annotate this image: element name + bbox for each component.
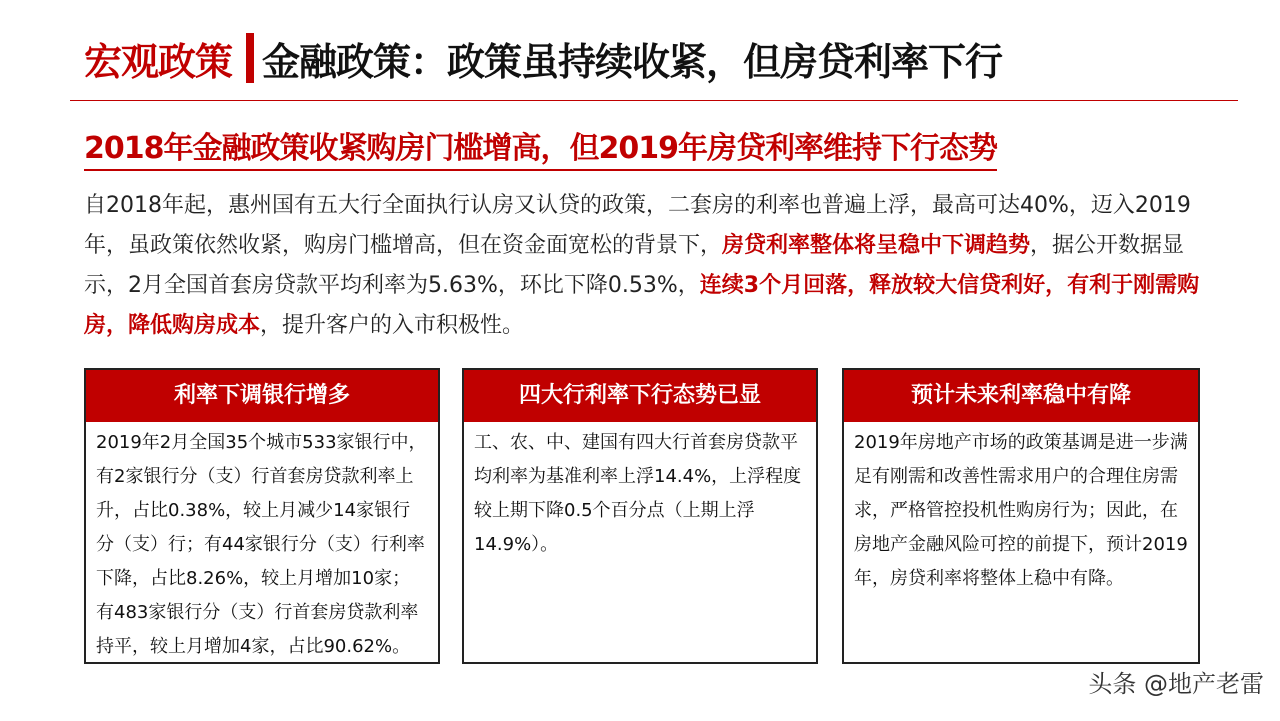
card-body: 工、农、中、建国有四大行首套房贷款平均利率为基准利率上浮14.4%，上浮程度较上期下降0.5个百分点（上期上浮14.9%）。	[474, 432, 802, 555]
card-title: 利率下调银行增多	[86, 370, 438, 422]
intro-text-2: ，据公开数据显示，2月全国首套房贷款平均利率为5.63%，环比下降0.53%，	[84, 233, 1185, 298]
card-body: 2019年2月全国35个城市533家银行中，有2家银行分（支）行首套房贷款利率上升，占比0.38%，较上月减少14家银行分（支）行；有44家银行分（支）行利率下降，占比8.26%，较上月增加10家；有483家银行分（支）行首套房贷款利率持平，较上月增加4家，占比90.62%。	[96, 432, 427, 657]
card-big-four-banks	[462, 368, 818, 664]
intro-highlight-1: 房贷利率整体将呈稳中下调趋势	[722, 233, 1031, 258]
intro-highlight-2: 连续3个月回落，释放较大信贷利好，有利于刚需购房，降低购房成本	[84, 273, 1200, 338]
card-rate-forecast	[842, 368, 1200, 664]
section-tag: 宏观政策	[84, 39, 233, 84]
card-title: 四大行利率下行态势已显	[464, 370, 816, 422]
intro-paragraph	[84, 186, 1224, 346]
intro-text-3: ，提升客户的入市积极性。	[260, 313, 525, 338]
subheading: 2018年金融政策收紧购房门槛增高，但2019年房贷利率维持下行态势	[84, 130, 997, 171]
title-divider-bar	[246, 33, 254, 83]
card-title: 预计未来利率稳中有降	[844, 370, 1198, 422]
slide-header	[84, 26, 1002, 90]
card-rate-cut-banks	[84, 368, 440, 664]
title-underline-rule	[70, 100, 1238, 101]
watermark: 头条 @地产老雷	[1088, 670, 1264, 698]
page-title: 金融政策：政策虽持续收紧，但房贷利率下行	[262, 39, 1003, 84]
card-body: 2019年房地产市场的政策基调是进一步满足有刚需和改善性需求用户的合理住房需求，严格管控投机性购房行为；因此，在房地产金融风险可控的前提下，预计2019年，房贷利率将整体上稳中有降。	[854, 432, 1188, 589]
intro-text-1: 自2018年起，惠州国有五大行全面执行认房又认贷的政策，二套房的利率也普遍上浮，最高可达40%，迈入2019年，虽政策依然收紧，购房门槛增高，但在资金面宽松的背景下，	[84, 193, 1191, 258]
